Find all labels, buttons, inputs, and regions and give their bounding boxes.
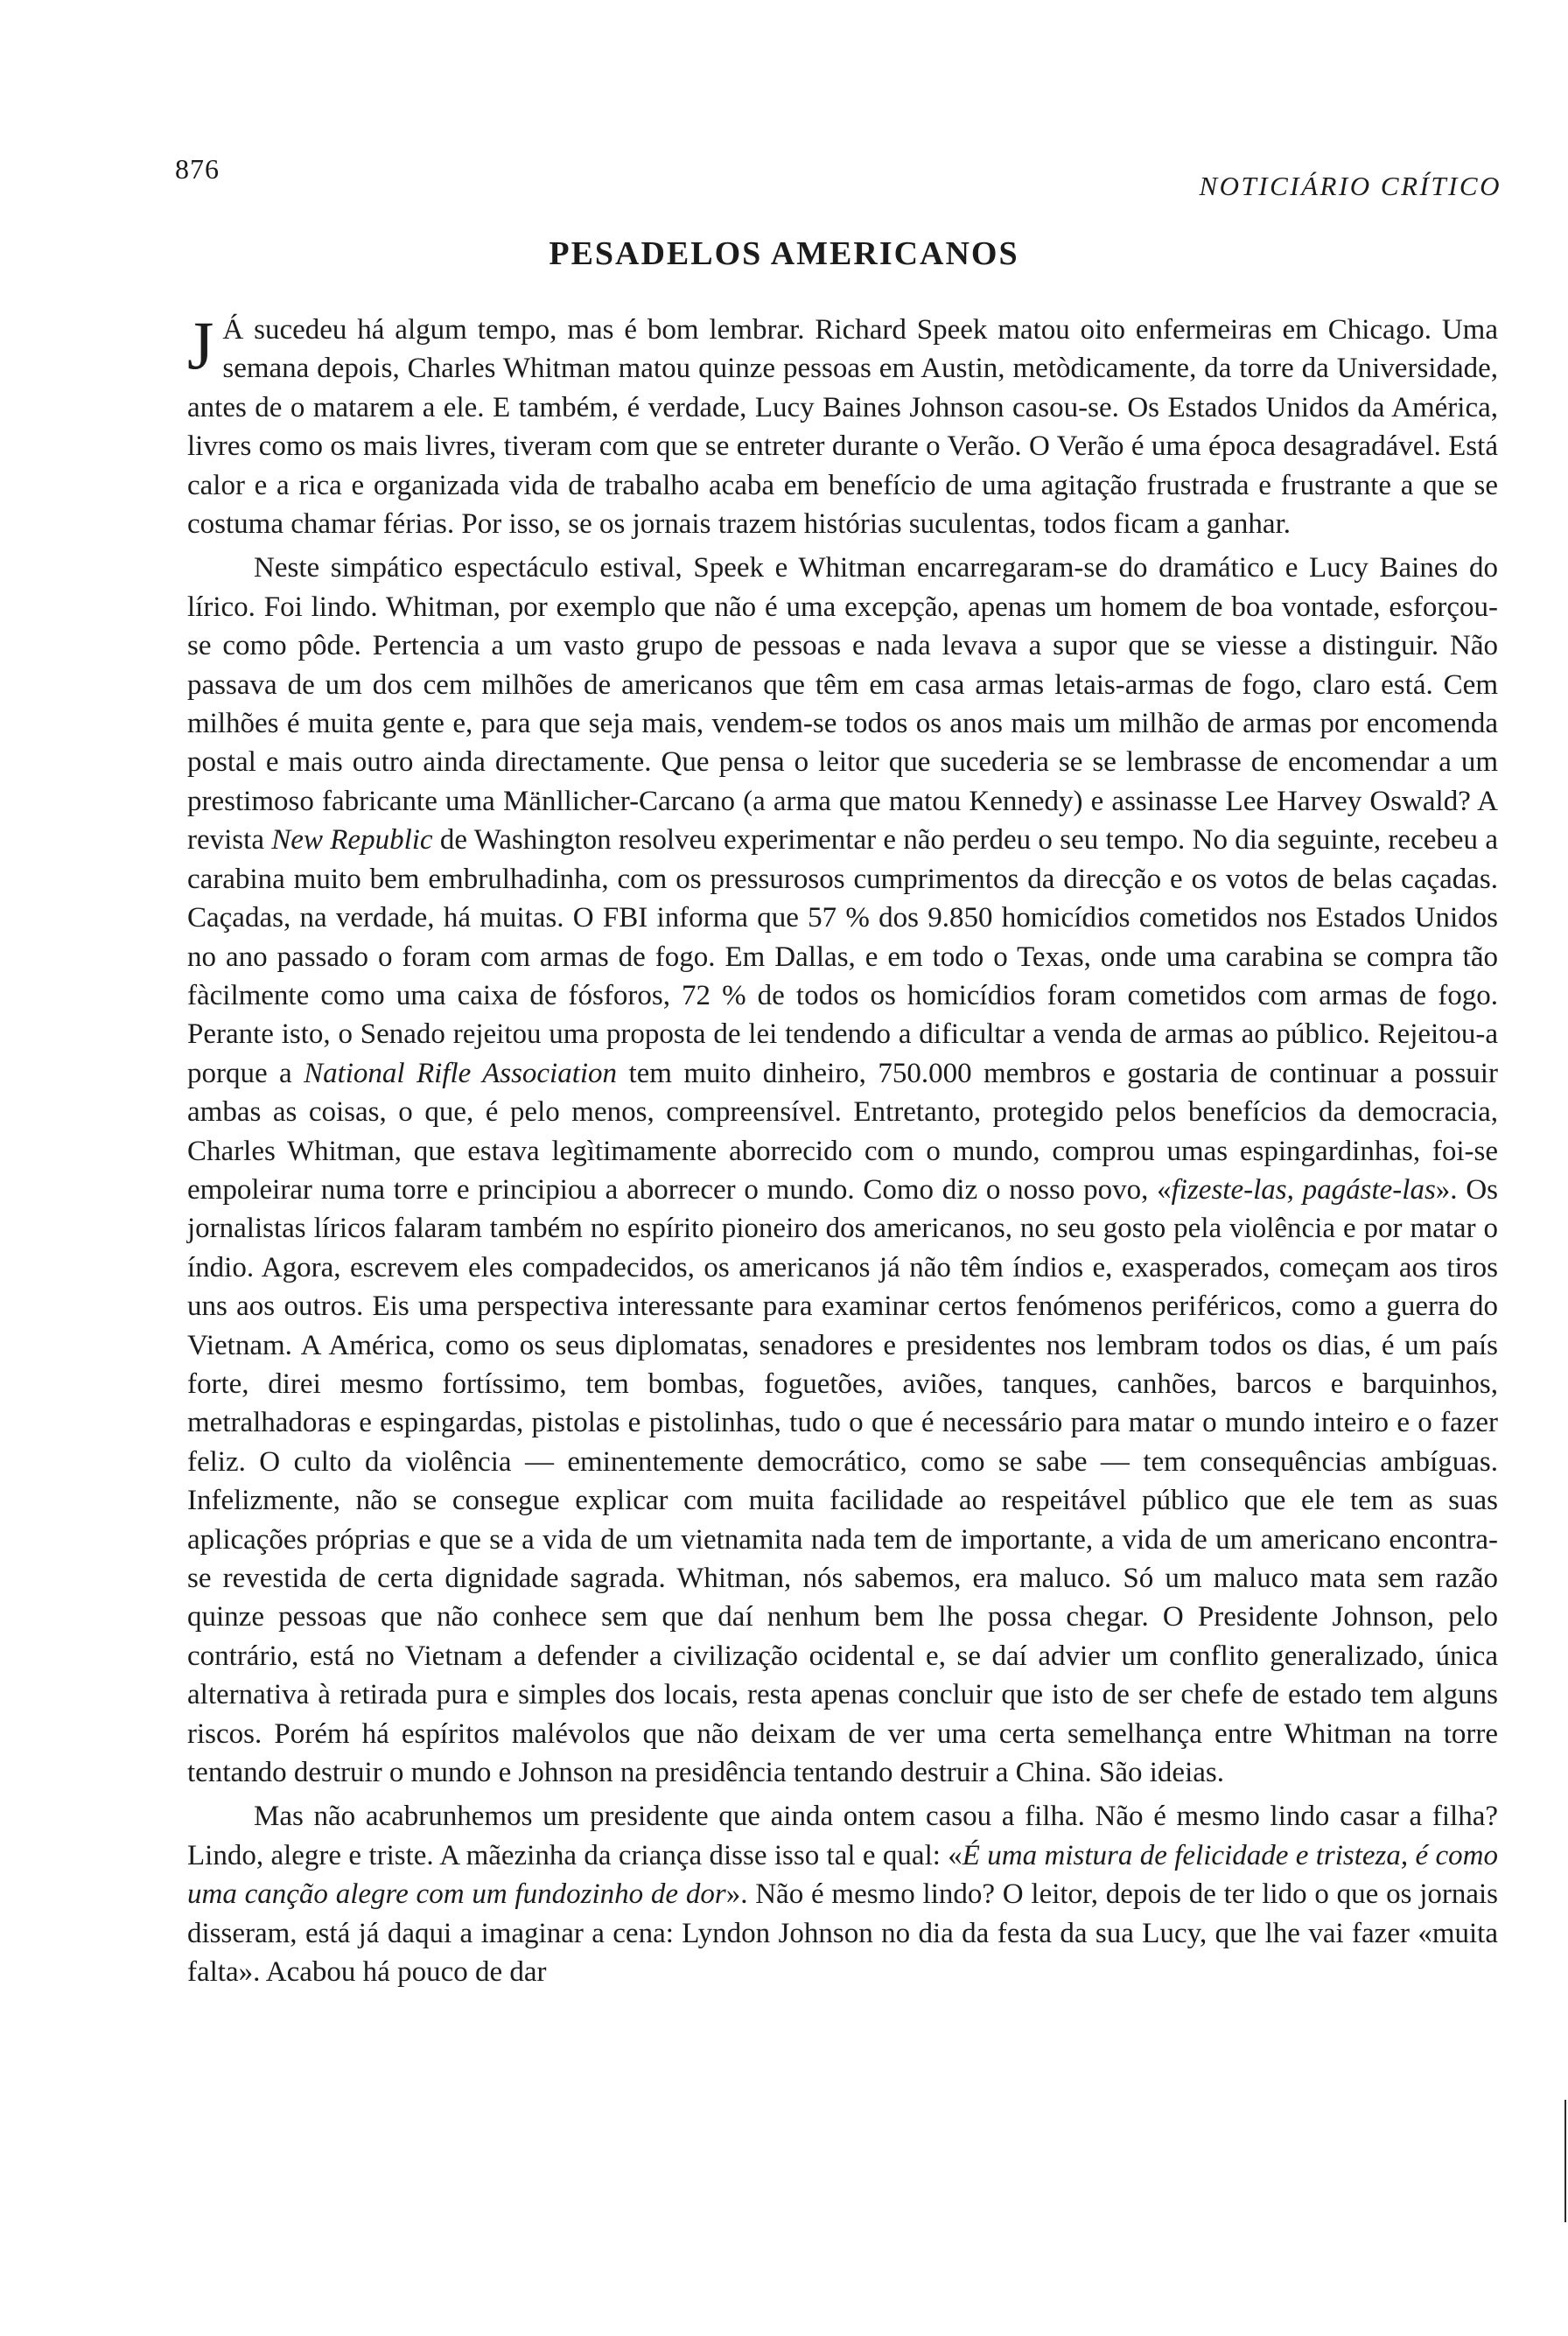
paragraph-3-text-1: Mas não acabrunhemos um presidente que ainda ontem casou a filha. Não é mesmo lindo casar a filha? Lindo, alegre e triste. A mãezinha da criança disse isso tal e qual: « — [187, 1801, 1498, 1871]
paragraph-1-text: sucedeu há algum tempo, mas é bom lembrar. Richard Speek matou oito enfermeiras em Chicago. Uma semana depois, Charles Whitman matou quinze pessoas em Austin, metòdicamente, da torre da Universidade, antes de o matarem a ele. E também, é verdade, Lucy Baines Johnson casou-se. Os Estados Unidos da América, livres como os mais livres, tiveram com que se entreter durante o Verão. O Verão é uma época desagradável. Está calor e a rica e organizada vida de trabalho acaba em benefício de uma agitação frustrada e frustrante a que se costuma chamar férias. Por isso, se os jornais trazem histórias suculentas, todos ficam a ganhar. — [187, 314, 1498, 541]
drop-cap: J — [187, 307, 214, 383]
article-body — [187, 307, 1499, 1997]
paragraph-2-text-4: ». Os jornalistas líricos falaram também no espírito pioneiro dos americanos, no seu gosto pela violência e por matar o índio. Agora, escrevem eles compadecidos, os americanos já não têm índios e, exasperados, começam aos tiros uns aos outros. Eis uma perspectiva interessante para examinar certos fenómenos periféricos, como a guerra do Vietnam. A América, como os seus diplomatas, senadores e presidentes nos lembram todos os dias, é um país forte, direi mesmo fortíssimo, tem bombas, foguetões, aviões, tanques, canhões, barcos e barquinhos, metralhadoras e espingardas, pistolas e pistolinhas, tudo o que é necessário para matar o mundo inteiro e o fazer feliz. O culto da violência — eminentemente democrático, como se sabe — tem consequências ambíguas. Infelizmente, não se consegue explicar com muita facilidade ao respeitável público que ele tem as suas aplicações próprias e que se a vida de um vietnamita nada tem de importante, a vida de um americano encontra-se revestida de certa dignidade sagrada. Whitman, nós sabemos, era maluco. Só um maluco mata sem razão quinze pessoas que não conhece sem que daí nenhum bem lhe possa chegar. O Presidente Johnson, pelo contrário, está no Vietnam a defender a civilização ocidental e, se daí advier um conflito generalizado, única alternativa à retirada pura e simples dos locais, resta apenas concluir que isto de ser chefe de estado tem alguns riscos. Porém há espíritos malévolos que não deixam de ver uma certa semelhança entre Whitman na torre tentando destruir o mundo e Johnson na presidência tentando destruir a China. São ideias. — [187, 1173, 1498, 1789]
article-title: PESADELOS AMERICANOS — [549, 235, 1019, 272]
magazine-name: New Republic — [271, 824, 433, 857]
paragraph-3-text-2: ». Não é mesmo lindo? O leitor, depois de ter lido o que os jornais disseram, está já daqui a imaginar a cena: Lyndon Johnson no dia da festa da sua Lucy, que lhe vai fazer «muita falta». Acabou há pouco de dar — [187, 1878, 1499, 1989]
running-head: NOTICIÁRIO CRÍTICO — [1199, 171, 1502, 201]
paragraph-2-text-1: Neste simpático espectáculo estival, Speek e Whitman encarregaram-se do dramático e Lucy Baines do lírico. Foi lindo. Whitman, por exemplo que não é uma excepção, apenas um homem de boa vontade, esforçou-se como pôde. Pertencia a um vasto grupo de pessoas e nada levava a supor que se viesse a distinguir. Não passava de um dos cem milhões de americanos que têm em casa armas letais-armas de fogo, claro está. Cem milhões é muita gente e, para que seja mais, vendem-se todos os anos mais um milhão de armas por encomenda postal e mais outro ainda directamente. Que pensa o leitor que sucederia se se lembrasse de encomendar a um prestimoso fabricante uma Mänllicher-Carcano (a arma que matou Kennedy) e assinasse Lee Harvey Oswald? A revista — [187, 552, 1498, 857]
paragraph-1 — [187, 307, 1498, 543]
organization-name: National Rifle Association — [304, 1057, 618, 1089]
paragraph-3 — [187, 1797, 1498, 1991]
page-edge-mark — [1564, 2100, 1566, 2222]
popular-saying: fizeste-las, pagáste-las — [1171, 1173, 1436, 1206]
paragraph-2-text-3: tem muito dinheiro, 750.000 membros e gostaria de continuar a possuir ambas as coisas, o que, é pelo menos, compreensível. Entretanto, protegido pelos benefícios da democracia, Charles Whitman, que estava legìtimamente aborrecido com o mundo, comprou umas espingardinhas, foi-se empoleirar numa torre e principiou a aborrecer o mundo. Como diz o nosso povo, « — [187, 1057, 1498, 1206]
lead-in: Á — [222, 314, 244, 346]
paragraph-2-text-2: de Washington resolveu experimentar e não perdeu o seu tempo. No dia seguinte, recebeu a carabina muito bem embrulhadinha, com os pressurosos cumprimentos da direcção e os votos de belas caçadas. Caçadas, na verdade, há muitas. O FBI informa que 57 % dos 9.850 homicídios cometidos nos Estados Unidos no ano passado o foram com armas de fogo. Em Dallas, e em todo o Texas, onde uma carabina se compra tão fàcilmente como uma caixa de fósforos, 72 % de todos os homicídios foram cometidos com armas de fogo. Perante isto, o Senado rejeitou uma proposta de lei tendendo a dificultar a venda de armas ao público. Rejeitou-a porque a — [187, 824, 1498, 1089]
paragraph-2 — [187, 549, 1498, 1792]
quotation: É uma mistura de felicidade e tristeza, é como uma canção alegre com um fundozinho de dor — [187, 1839, 1499, 1911]
page-number: 876 — [175, 153, 220, 185]
